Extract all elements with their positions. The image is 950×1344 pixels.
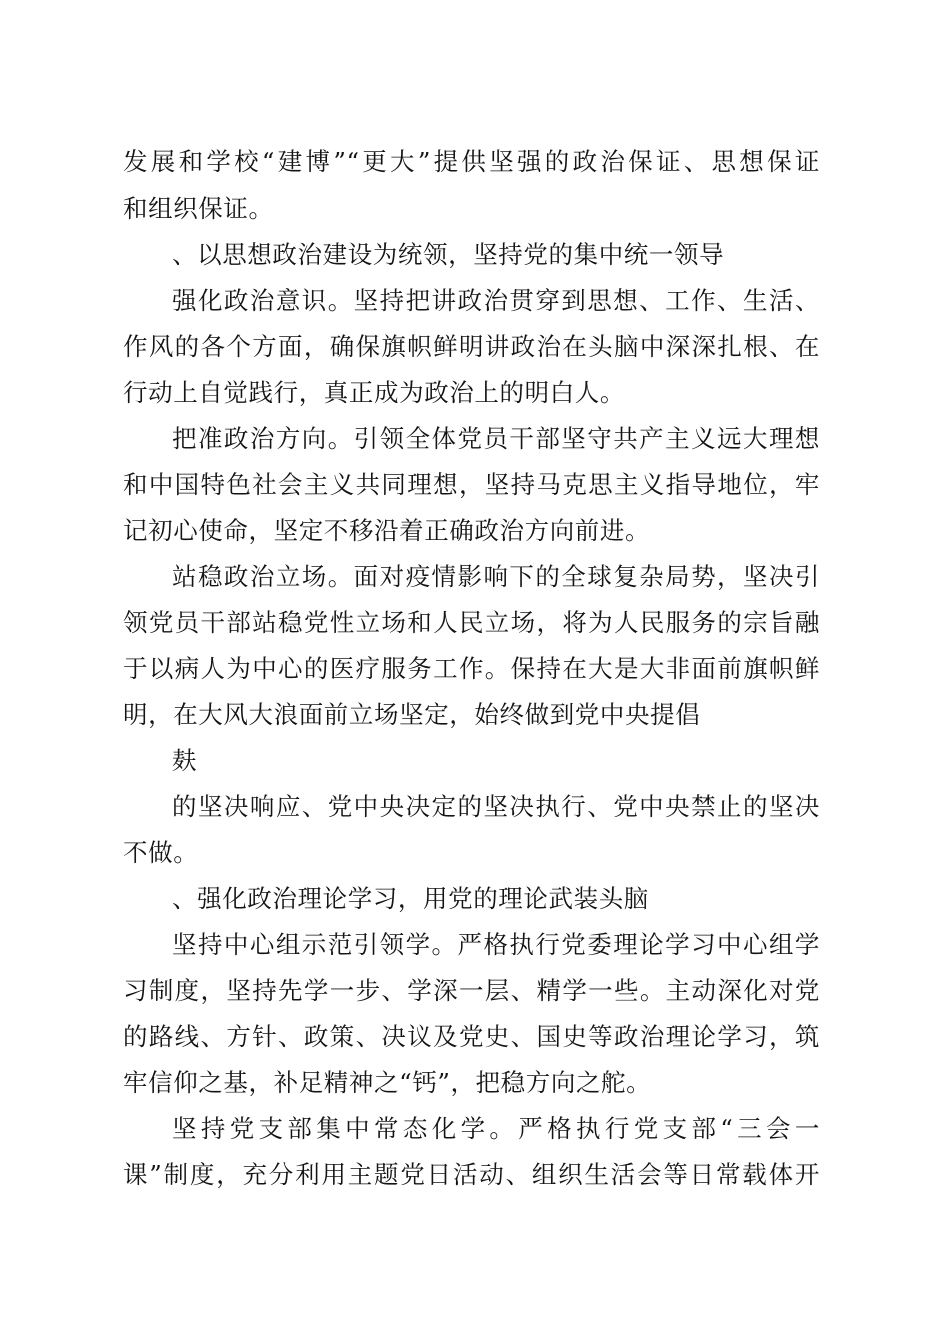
text-line: 站稳政治立场。面对疫情影响下的全球复杂局势，坚决引 — [172, 562, 820, 591]
text-line: 课”制度，充分利用主题党日活动、组织生活会等日常载体开 — [123, 1160, 820, 1189]
text-line: 牢信仰之基，补足精神之“钙”，把稳方向之舵。 — [123, 1068, 652, 1097]
text-line: 强化政治意识。坚持把讲政治贯穿到思想、工作、生活、 — [172, 286, 820, 315]
text-line: 坚持党支部集中常态化学。严格执行党支部“三会一 — [172, 1114, 820, 1143]
text-line: 行动上自觉践行，真正成为政治上的明白人。 — [123, 378, 625, 407]
text-line: 和组织保证。 — [123, 194, 274, 223]
text-line: 记初心使命，坚定不移沿着正确政治方向前进。 — [123, 516, 651, 545]
text-line: 于以病人为中心的医疗服务工作。保持在大是大非面前旗帜鲜 — [123, 654, 820, 683]
text-line: 和中国特色社会主义共同理想，坚持马克思主义指导地位，牢 — [123, 470, 820, 499]
text-line: 明，在大风大浪面前立场坚定，始终做到党中央提倡 — [123, 700, 701, 729]
text-line: 把准政治方向。引领全体党员干部坚守共产主义远大理想 — [172, 424, 820, 453]
text-line: 作风的各个方面，确保旗帜鲜明讲政治在头脑中深深扎根、在 — [123, 332, 820, 361]
text-line: 习制度，坚持先学一步、学深一层、精学一些。主动深化对党 — [123, 976, 820, 1005]
text-line: 领党员干部站稳党性立场和人民立场，将为人民服务的宗旨融 — [123, 608, 820, 637]
section-heading: 、以思想政治建设为统领，坚持党的集中统一领导 — [172, 240, 725, 269]
text-line: 麸 — [172, 746, 198, 775]
section-heading: 、强化政治理论学习，用党的理论武装头脑 — [172, 884, 649, 913]
text-line: 的坚决响应、党中央决定的坚决执行、党中央禁止的坚决 — [172, 792, 820, 821]
text-line: 发展和学校“建博”“更大”提供坚强的政治保证、思想保证 — [123, 147, 820, 176]
text-line: 不做。 — [123, 838, 199, 867]
text-line: 坚持中心组示范引领学。严格执行党委理论学习中心组学 — [172, 930, 820, 959]
text-line: 的路线、方针、政策、决议及党史、国史等政治理论学习，筑 — [123, 1022, 820, 1051]
